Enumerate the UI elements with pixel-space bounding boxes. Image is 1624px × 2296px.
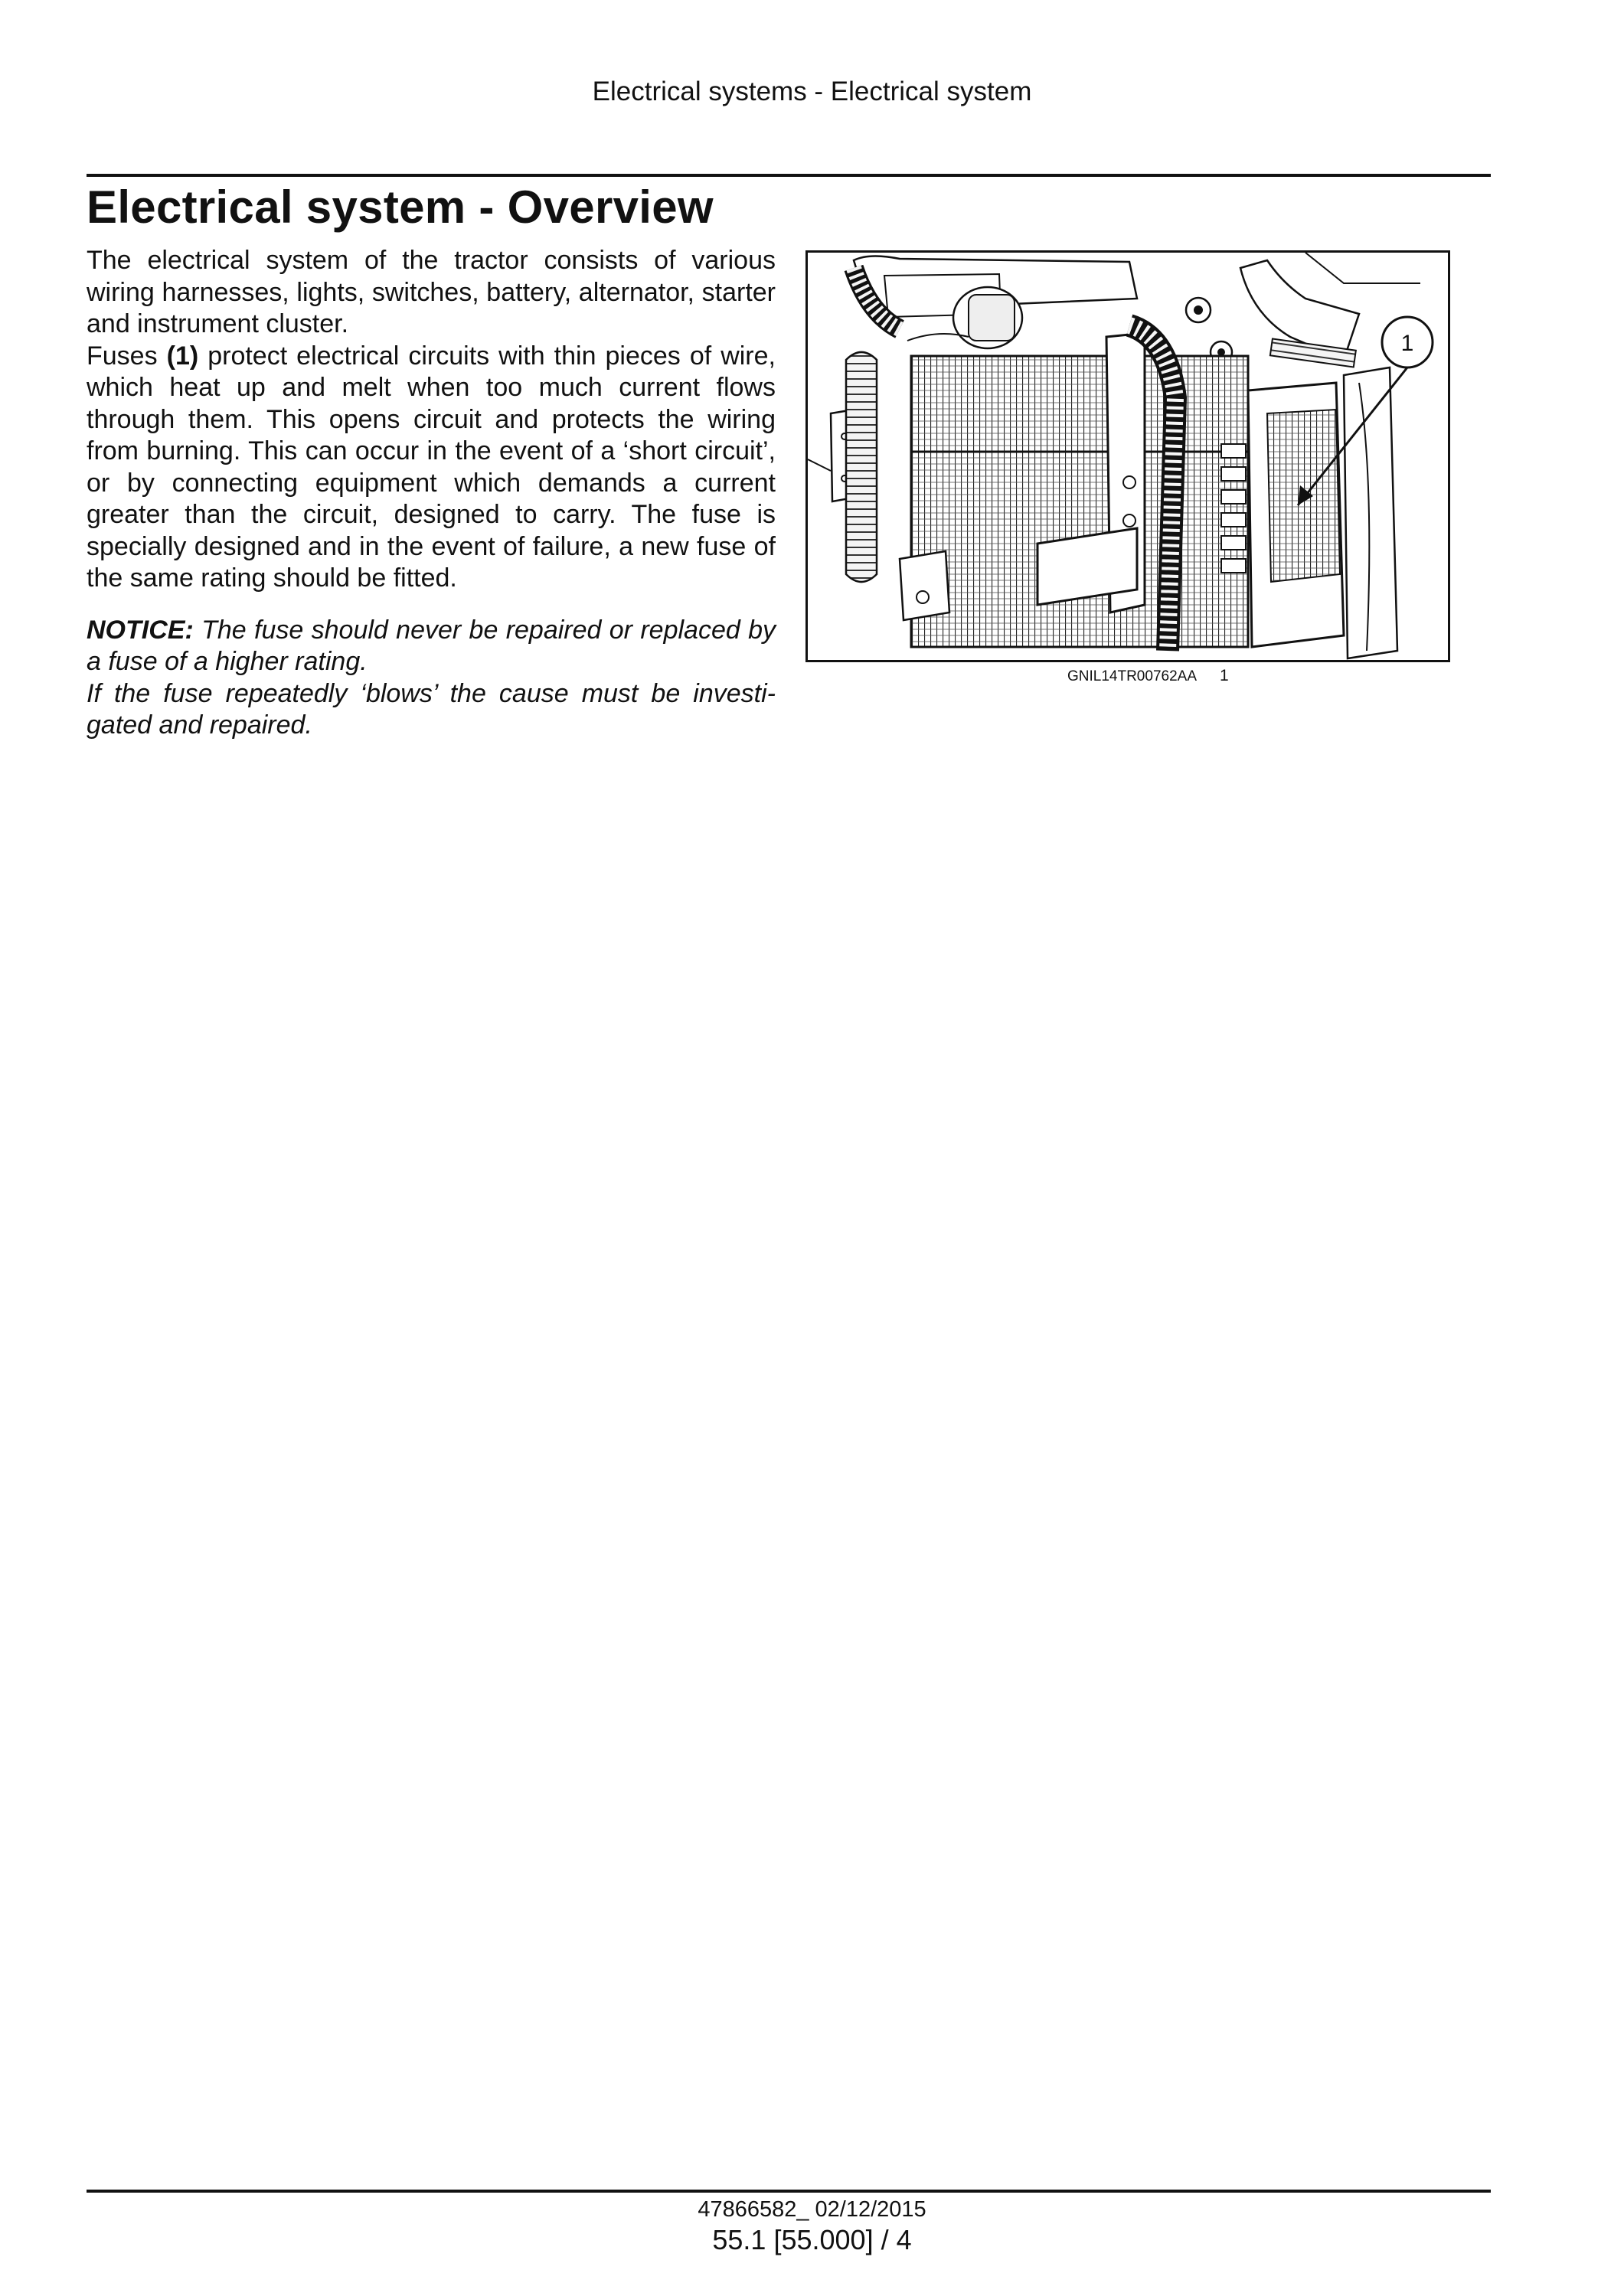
figure-code: GNIL14TR00762AA: [1067, 668, 1197, 684]
intro-paragraph: The electrical system of the tractor consists of various wiring harnesses, lights, switches, battery, alternator, starter and instrument cluster.: [87, 246, 776, 338]
footer-rule: [87, 2190, 1491, 2193]
figure-callout: 1: [1400, 331, 1414, 356]
figure-number: 1: [1220, 667, 1229, 684]
notice-line-2: If the fuse repeatedly ‘blows’ the cause must be investigated and repaired.: [87, 678, 776, 740]
running-header: Electrical systems - Electrical system: [592, 77, 1032, 106]
page-reference: 55.1 [55.000] / 4: [712, 2224, 912, 2255]
fuses-text: protect electrical circuits with thin pieces of wire, which heat up and melt when too much current flows through them. This opens circuit and protects the wiring from burning. This can occur in the event of a ‘short circuit’, or by connecting equipment which demands a current greater than the circuit, designed to carry. The fuse is specially designed and in the event of failure, a new fuse of the same rating should be fitted.: [87, 341, 776, 593]
fuses-lead: Fuses: [87, 341, 167, 371]
fuse-reference: (1): [166, 341, 199, 371]
body-text: [87, 245, 776, 742]
doc-number: 47866582_ 02/12/2015: [698, 2197, 926, 2222]
figure-caption: [805, 668, 1450, 687]
fuses-paragraph: [87, 341, 776, 595]
notice-line-1: The fuse should never be repaired or replaced by a fuse of a higher rating.: [87, 615, 776, 676]
figure-illustration: [805, 250, 1450, 662]
notice-label: NOTICE:: [87, 615, 194, 645]
notice-block: [87, 615, 776, 742]
page-title: Electrical system - Overview: [87, 181, 714, 233]
header-rule: [87, 174, 1491, 177]
radiator-line-drawing: [808, 253, 1448, 660]
